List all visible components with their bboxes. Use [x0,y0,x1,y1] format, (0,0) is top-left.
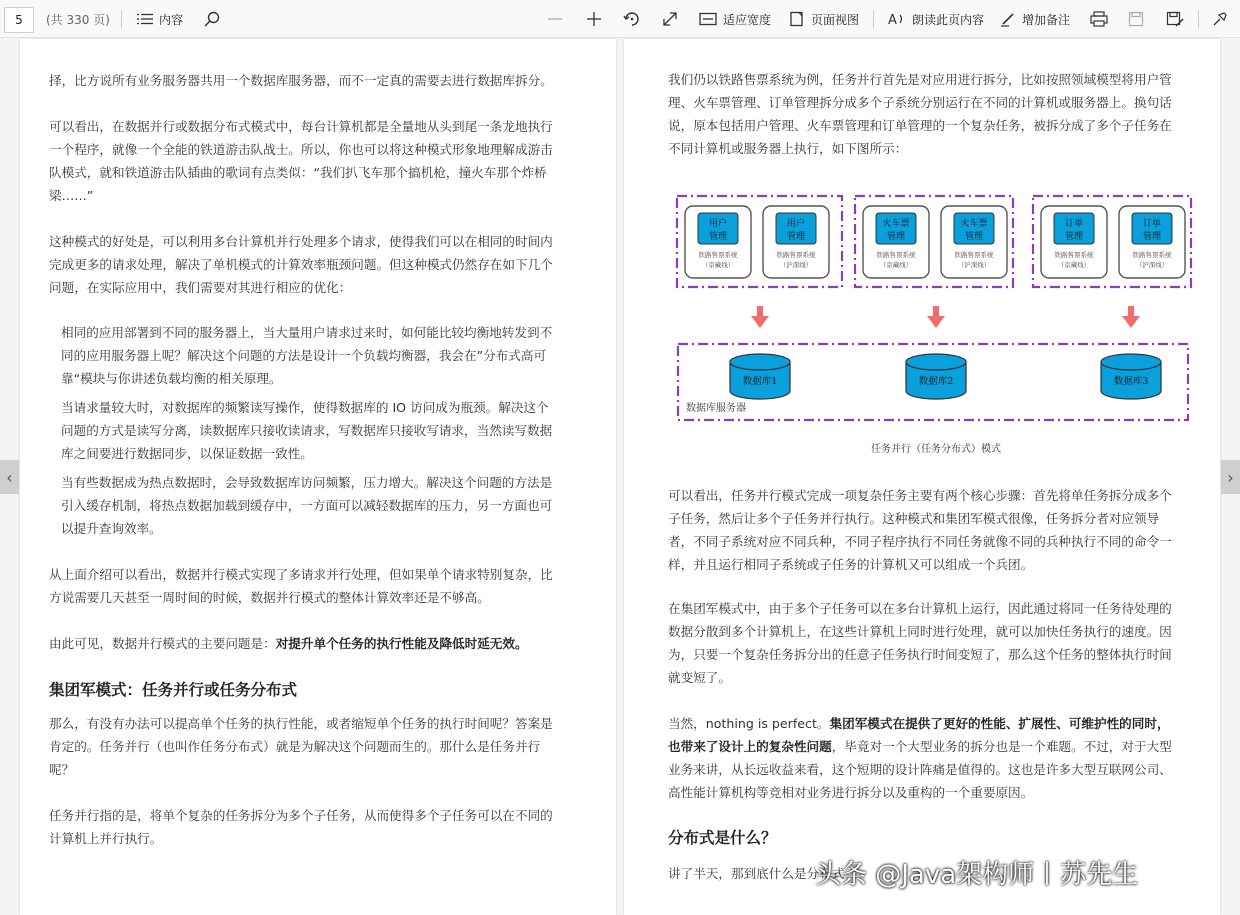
save-button[interactable] [1128,0,1144,38]
page-view-label: 页面视图 [811,12,860,27]
pen-icon [1000,11,1016,27]
module-name: 火车票 [960,219,988,229]
contents-button[interactable] [137,0,183,38]
rotate-button[interactable] [623,0,641,38]
subsystem-node [1041,206,1107,278]
subsystem-node [763,206,829,278]
fit-width-button[interactable] [699,0,771,38]
save-as-icon [1166,11,1184,27]
search-button[interactable] [204,0,220,38]
read-aloud-button[interactable] [888,0,984,38]
database-label: 数据库3 [1113,376,1149,387]
module-name: 用户 [786,219,806,229]
module-name: 用户 [708,219,728,229]
module-name: 订单 [1142,219,1162,229]
line-label: （京藏线） [879,261,913,269]
read-aloud-label: 朗读此页内容 [912,12,985,27]
quote-item: 相同的应用部署到不同的服务器上，当大量用户请求过来时，如何能比较均衡地转发到不 同的应用服务器上呢？解决这个问题的方法是设计一个负载均衡器，我会在”分布式高可 靠“模块与你讲述负载均衡的相关原理。 [61,325,553,386]
paragraph: 任务并行指的是，将单个复杂的任务拆分为多个子任务，从而使得多个子任务可以在不同的 计算机上并行执行。 [49,808,553,846]
fit-width-icon [699,12,717,26]
module-name: 管理 [886,232,906,242]
fit-width-label: 适应宽度 [723,12,772,27]
db-server-label: 数据库服务器 [686,403,746,414]
reader-toolbar [0,0,1240,38]
module-name: 管理 [708,232,728,242]
contents-label: 内容 [159,12,184,27]
module-name: 管理 [1064,232,1084,242]
paragraph: 讲了半天，那到底什么是分布式 [668,866,845,881]
next-page-button[interactable] [1221,460,1240,494]
system-label: 铁路售票系统 [776,251,816,259]
zoom-out-button[interactable] [547,0,563,38]
paragraph: 当然，nothing is perfect。集团军模式在提供了更好的性能、扩展性、可维护性的同时， 也带来了设计上的复杂性问题，毕竟对一个大型业务的拆分也是一个难题。不过，对于大型 业务来讲，从长远收益来看，这个短期的设计阵痛是值得的。这也是许多大型互联网公司、 高性能计算机构等竞相对业务进行拆分以及重构的一个重要原因。 [668,716,1172,800]
previous-page-button[interactable] [0,460,19,494]
system-label: 铁路售票系统 [876,251,916,259]
paragraph: 这种模式的好处是，可以利用多台计算机并行处理多个请求，使得我们可以在相同的时间内 完成更多的请求处理，解决了单机模式的计算效率瓶颈问题。但这种模式仍然存在如下几个 问题，在实际应用中，我们需要对其进行相应的优化： [49,234,553,295]
database-cylinder [1101,354,1161,399]
section-heading: 集团军模式：任务并行或任务分布式 [49,681,298,699]
diagram-caption: 任务并行（任务分布式）模式 [871,444,1001,455]
plus-icon [586,11,602,27]
paragraph: 可以看出，在数据并行或数据分布式模式中，每台计算机都是全量地从头到尾一条龙地执行 一个程序，就像一个全能的铁道游击队战士。所以，你也可以将这种模式形象地理解成游击 队模式，就和铁道游击队插曲的歌词有点类似：“我们扒飞车那个搞机枪，撞火车那个炸桥 梁……” [49,119,553,203]
paragraph: 我们仍以铁路售票系统为例，任务并行首先是对应用进行拆分，比如按照领域模型将用户管 理、火车票管理、订单管理拆分成多个子系统分别运行在不同的计算机或服务器上。换句话 说，原本包括用户管理、火车票管理和订单管理的一个复杂任务，被拆分成了多个子任务在 不同计算机或服务器上执行，如下图所示： [668,72,1172,156]
line-label: （沪深线） [779,261,813,269]
minus-icon [547,11,563,27]
line-label: （京藏线） [1057,261,1091,269]
page-view-icon [789,11,805,27]
read-aloud-icon [888,11,906,27]
save-icon [1128,11,1144,27]
chevron-left-icon: ‹ [6,467,13,487]
paragraph: 从上面介绍可以看出，数据并行模式实现了多请求并行处理，但如果单个请求特别复杂，比 方说需要几天甚至一周时间的时候，数据并行模式的整体计算效率还是不够高。 [49,567,553,605]
zoom-in-button[interactable] [586,0,602,38]
section-heading: 分布式是什么？ [668,829,777,847]
settings-button[interactable] [1212,0,1228,38]
system-label: 铁路售票系统 [698,251,738,259]
fullscreen-button[interactable] [662,0,678,38]
paragraph: 可以看出，任务并行模式完成一项复杂任务主要有两个核心步骤：首先将单任务拆分成多个 子任务，然后让多个子任务并行执行。这种模式和集团军模式很像，任务拆分者对应领导 者，不同子系统对应不同兵种，不同子程序执行不同任务就像不同的兵种执行不同的命令一 样，并且运行相同子系统或子任务的计算机又可以组成一个兵团。 [668,488,1172,572]
paragraph: 择，比方说所有业务服务器共用一个数据库服务器，而不一定真的需要去进行数据库拆分。 [49,73,553,88]
search-icon [204,11,220,27]
svg-text:A: A [888,13,897,27]
right-page [624,39,1220,915]
expand-icon [662,11,678,27]
chevron-right-icon: › [1227,467,1234,487]
subsystem-node [941,206,1007,278]
paragraph: 那么，有没有办法可以提高单个任务的执行性能，或者缩短单个任务的执行时间呢？答案是 肯定的。任务并行（也叫作任务分布式）就是为解决这个问题而生的。那什么是任务并行 呢？ [49,716,553,777]
line-label: （京藏线） [701,261,735,269]
system-label: 铁路售票系统 [1132,251,1172,259]
system-label: 铁路售票系统 [1054,251,1094,259]
print-button[interactable] [1090,0,1108,38]
save-as-button[interactable] [1166,0,1184,38]
module-name: 管理 [786,232,806,242]
page-view-button[interactable] [789,0,859,38]
module-name: 订单 [1064,219,1084,229]
database-label: 数据库2 [918,376,954,387]
database-cylinder [730,354,790,399]
page-number-input[interactable]: 5 [4,7,34,33]
database-cylinder [906,354,966,399]
printer-icon [1090,11,1108,27]
list-icon [137,13,153,25]
add-note-button[interactable] [1000,0,1070,38]
add-note-label: 增加备注 [1022,12,1071,27]
quote-item: 当有些数据成为热点数据时，会导致数据库访问频繁，压力增大。解决这个问题的方法是 引入缓存机制，将热点数据加载到缓存中，一方面可以减轻数据库的压力，另一方面也可 以提升查询效率。 [61,475,553,536]
rotate-icon [623,10,641,28]
paragraph: 在集团军模式中，由于多个子任务可以在多台计算机上运行，因此通过将同一任务待处理的 数据分散到多个计算机上，在这些计算机上同时进行处理，就可以加快任务执行的速度。因 为，只要一个复杂任务拆分出的任意子任务执行时间变短了，那么这个任务的整体执行时间 就变短了。 [668,601,1172,685]
quote-item: 当请求量较大时，对数据库的频繁读写操作，使得数据库的 IO 访问成为瓶颈。解决这个 问题的方式是读写分离，读数据库只接收读请求，写数据库只接收写请求，当然读写数据 库之间要进行数据同步，以保证数据一致性。 [61,400,553,461]
system-label: 铁路售票系统 [954,251,994,259]
watermark: 头条 @Java架构师丨苏先生 [815,860,1139,890]
module-name: 管理 [1142,232,1162,242]
subsystem-node [1119,206,1185,278]
page-total: (共 330 页) [46,12,110,27]
database-label: 数据库1 [742,376,778,387]
subsystem-node [863,206,929,278]
paragraph: 由此可见，数据并行模式的主要问题是：对提升单个任务的执行性能及降低时延无效。 [49,636,528,651]
subsystem-node [685,206,751,278]
pin-icon [1212,11,1228,27]
task-parallel-diagram [668,184,1204,464]
module-name: 管理 [964,232,984,242]
line-label: （沪深线） [957,261,991,269]
module-name: 火车票 [882,219,910,229]
line-label: （沪深线） [1135,261,1169,269]
left-page [20,39,616,915]
